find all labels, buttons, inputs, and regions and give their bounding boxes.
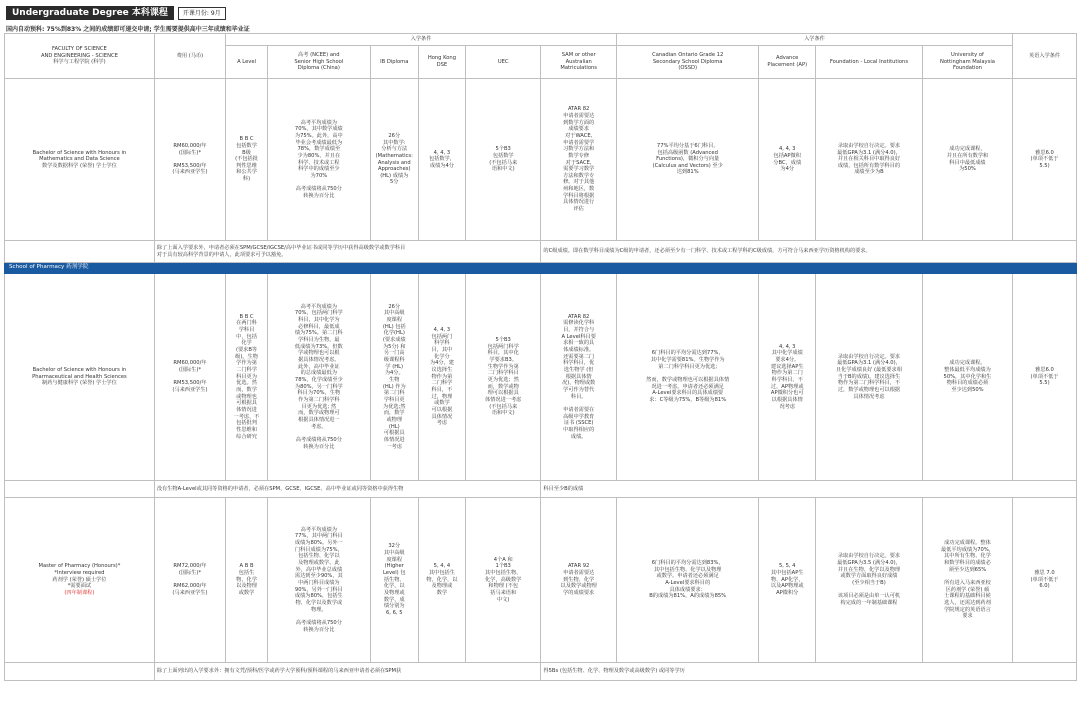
ib-cell: 32分 其中高级 度课程 (Higher Level) 包 括生物、 化学，以 及物理或 数学，成 绩分别为 6, 6, 5 [370, 498, 418, 663]
program-duration-note: (四年制课程) [64, 589, 95, 596]
ib-cell: 26分 其中高级 度课程 (HL) 包括 化学(HL) (要求成绩 为5分) 和 另一门高 级课程科 学 (HL) 为4分。 生物 (HL) 作为 第二门科 学科目更 为优选;然 而，数学 或物理 (HL) 可根据具 体情况进 一考虑 [370, 274, 418, 481]
program-name: Bachelor of Science with Honours in Pharmaceutical and Health Sciences 制药与健康科学 (荣誉) 学士学位 [5, 274, 155, 481]
ap-cell: 4, 4, 3 其中化学成绩 要求4分。 建议选择AP生 物作为第二门 科学科目，不 过，AP物理或 AP微积分也可 以根据具体情 况考虑 [759, 274, 816, 481]
fee-header: 费用 (马币) [154, 34, 225, 79]
foundation-unm-cell: 成功完成课程。整体 最低平均成绩为70%， 其中所有生物、化学 和数学科目的成绩必 须至少达到65% 所有进入马来西亚校 区药剂学 (荣誉) 硕 士课程的基础科目候 选人，还需达到药剂 学院规定的英语语言 要求 [922, 498, 1012, 663]
foundation-local-header: Foundation - Local Institutions [816, 46, 923, 79]
program-name: Bachelor of Science with Honours in Mathematics and Data Science 数学及数据科学 (荣誉) 学士学位 [5, 79, 155, 241]
extra-requirements-left: 没有生物A-Level或其同等资格的申请者，必须在SPM、GCSE、IGCSE、高中毕业证或同等资格中获得生物 [154, 481, 541, 498]
ossd-cell: 6门科目的平均分需达到83%， 其中包括生物、化学以及物理 或数学。申请者还必须满足 A-Level要求科目的 具体成绩要求： B的成绩为81%，A的成绩为85% [616, 498, 759, 663]
extra-requirements-right: 的C级成绩。即在数学科目成绩为C级的申请者，还必须至少有一门科学、技术或工程学科的C级成绩，方可符合马来西亚学历资格机构的要求。 [541, 241, 1077, 263]
foundation-local-cell: 录取由学校自行决定。要求 最低GPA为3.5 (满分4.0)， 并且在生物、化学以及物理 或数学方面取得良好成绩 (至少相当于B) 该项目必须是由单一认可机 构完成的一年制基础课程 [816, 498, 923, 663]
sam-cell: ATAR 92 申请者需要达 到生物、化学 以及数学或物理 学的成绩要求 [541, 498, 617, 663]
sam-cell: ATAR 82 申请者需要达 到数学方面的 成绩要求 对于WACE, 申请者需要学 习数学方法和 数学专修 对于SACE, 需要学习数学 方法和数学专 修。对于其他 州和地区，数 学科目将根据 具体情况进行 评估 [541, 79, 617, 241]
english-cell: 雅思 7.0 (单项不低于 6.0) [1013, 498, 1077, 663]
requirements-table [4, 33, 1077, 681]
ossd-header: Canadian Ontario Grade 12 Secondary School Diploma (OSSD) [616, 46, 759, 79]
foundation-unm-cell: 成功完成课程。 整体最低平均成绩为 50%，其中化学和生 物科目的成绩必须 至少达到50% [922, 274, 1012, 481]
extra-requirements-right: 科目至少B的成绩 [541, 481, 1077, 498]
fee-cell: RM60,000/年 (国际生)* RM53,500/年 (马来西亚学生) [154, 274, 225, 481]
sam-header: SAM or other Australian Matriculations [541, 46, 617, 79]
school-band-row [5, 263, 1077, 274]
ossd-cell: 77%平均分基于6门科目， 包括高级函数 (Advanced Functions)，微积分与向量 (Calculus and Vectors) 至少 达到81% [616, 79, 759, 241]
program-name-cell [5, 498, 155, 663]
uec-cell: 4个A 和 1个B3 其中包括生物、 化学，高级数学 和物理 (不包 括马来语和 中文) [465, 498, 540, 663]
extra-requirements-left: 除了上面列出的入学要求外：拥有文凭/预科/医学或药学大学预科/预科课程的马来西亚申请者必须在SPM获 [154, 663, 541, 681]
english-header: 英语入学条件 [1013, 34, 1077, 79]
hkdse-cell: 4, 4, 3 包括数学， 成绩为4分 [418, 79, 465, 241]
english-cell: 雅思6.0 (单项不低于 5.5) [1013, 79, 1077, 241]
ossd-cell: 6门科目的平均分需达到77%， 其中化学需要81%。生物学作为 第二门科学科目更为优选; 然而，数学或物理也可以根据具体情 况进一考虑。申请者还必须满足 A-Level要求科目的具体成绩要 求：C等级为75%，B等级为81% [616, 274, 759, 481]
program-row-pharma-health [5, 274, 1077, 481]
intake-label: 开课月份: 9月 [178, 7, 226, 20]
alevel-cell: B B C 在两门科 学科目 中，包括 化学 (要求B等 级)。生物 学作为第 二门科学 科目更为 优选。然 而，数学 或物理也 可根据具 体情况进 一考虑，不 包括批判 性思维和 综合研究 [226, 274, 268, 481]
ncee-cell: 高考平均成绩为 70%，包括两门科学 科目，其中化学为 必修科目，最低成 绩为75%。第二门科 学科目为生物，最 低成绩为73%。但数 学或物理也可以根 据具体情况考虑。 此外，高中毕业证 的总成绩最低为 78%，化学成绩至少 为80%，另一门科学 科目为70%，生物 作为第二门科学科 目更为优选; 然 而，数学或物理可 根据具体情况进一 考虑。 高考成绩将从750分 转换为百分比 [267, 274, 370, 481]
auto-foundation-note: 国内自动预科: 75%到83% 之间的成绩即可递交申请; 学生需要提供高中三年成绩和毕业证 [6, 26, 250, 33]
ap-cell: 5, 5, 4 其中包括AP生 物、AP化学， 以及AP物理或 AP微积分 [759, 498, 816, 663]
faculty-header: FACULTY OF SCIENCE AND ENGINEERING - SCIENCE 科学与工程学院 (科学) [5, 34, 155, 79]
extra-requirements-right: 得5Bs (包括生物、化学、物理及数学或高级数学) 或同等学历 [541, 663, 1077, 681]
english-cell: 雅思6.0 (单项不低于 5.5) [1013, 274, 1077, 481]
entry-requirements-header-1: 入学条件 [226, 34, 617, 46]
hkdse-header: Hong Kong DSE [418, 46, 465, 79]
ncee-cell: 高考平均成绩为 70%，其中数学成绩 为75%。此外，高中 毕业会考成绩最低为 78%，数学成绩至 少为80%，并且在 科学、技术或工程 科学中的成绩至少 为70% 高考成绩将从750分 转换为百分比 [267, 79, 370, 241]
fee-cell: RM72,000/年 (国际生)* RM62,000/年 (马来西亚学生) [154, 498, 225, 663]
ncee-cell: 高考平均成绩为 77%，其中两门科目 成绩为80%。另外一 门科目成绩为75%， 包括生物、化学以 及物理或数学。此 外，高中毕业总成绩 需达到至少90%，其 中两门科目成绩为 90%，另外一门科目 成绩为80%，包括生 物、化学以及数学或 物理。 高考成绩将从750分 转换为百分比 [267, 498, 370, 663]
ib-header: IB Diploma [370, 46, 418, 79]
page-title: Undergraduate Degree 本科课程 [6, 6, 174, 20]
alevel-header: A Level [226, 46, 268, 79]
fee-cell: RM60,000/年 (国际生)* RM53,500/年 (马来西亚学生) [154, 79, 225, 241]
program-name: Master of Pharmacy (Honours)* *Interview required 药剂学 (荣誉) 硕士学位 *需要面试 [38, 563, 121, 590]
alevel-cell: A B B 包括生 物、化学 以及物理 或数学 [226, 498, 268, 663]
extra-requirements-left: 除了上面入学要求外，申请者必须在SPM/GCSE/IGCSE/高中毕业证书或同等学历中获得高级数学或数学科目 对于具有较高科学背景的申请人，此项要求可予以豁免。 [154, 241, 541, 263]
header [6, 6, 226, 20]
uec-header: UEC [465, 46, 540, 79]
school-of-pharmacy-band: School of Pharmacy 药剂学院 [5, 263, 1077, 274]
alevel-cell: B B C 包括数学 B级 (不包括批 判性思维 和公共学 科) [226, 79, 268, 241]
extra-requirements-row [5, 481, 1077, 498]
uec-cell: 5个B3 包括两门科学 科目，其中化 学要求B3。 生物学作为第 二门科学科目 更为优选；然 而，数学或物 理可以根据具 体情况进一考虑 (不包括马来 语和中文) [465, 274, 540, 481]
hkdse-cell: 5, 4, 4 其中包括生 物、化学，以 及物理或 数学 [418, 498, 465, 663]
hkdse-cell: 4, 4, 3 包括两门 科学科 目，其中 化学分 为4分，建 议选择生 物作为第 二门科学 科目，不 过，物理 或数学 可以根据 具体情况 考虑 [418, 274, 465, 481]
ncee-header: 高考 (NCEE) and Senior High School Diploma (China) [267, 46, 370, 79]
entry-requirements-header-2: 入学条件 [616, 34, 1012, 46]
program-row-mpharm [5, 498, 1077, 663]
ap-header: Advance Placement (AP) [759, 46, 816, 79]
uec-cell: 5个B3 包括数学 (不包括马来 语和中文) [465, 79, 540, 241]
program-row-math [5, 79, 1077, 241]
foundation-local-cell: 录取由学校自行决定。要求 最低GPA为3.1 (满分4.0)， 且化学成绩良好 (最低要求相 当于B的成绩)。建议选择生 物作为第二门科学科目，不 过，数学或物理也可以根据 具体情况考虑 [816, 274, 923, 481]
sam-cell: ATAR 82 需修读化学科 目，并符合与 A Level科目要 求相一致的具 体成绩标准。 还需要第二门 科学科目，优 选生物学 (但 根据具体情 况)，物理或数 学可作为替代 科目。 申请者需要在 高级中学教育 证书 (SSCE) 中取得相应的 成绩。 [541, 274, 617, 481]
foundation-unm-header: University of Nottingham Malaysia Foundation [922, 46, 1012, 79]
extra-requirements-row [5, 241, 1077, 263]
ib-cell: 26分 其中数学: 分析与方法 (Mathematics: Analysis and Approaches) (HL) 成绩为 5分 [370, 79, 418, 241]
ap-cell: 4, 4, 3 包括AP微积 分BC，成绩 为4分 [759, 79, 816, 241]
foundation-unm-cell: 成功完成课程， 并且在所有数学和 科目中最低成绩 为50% [922, 79, 1012, 241]
extra-requirements-row [5, 663, 1077, 681]
foundation-local-cell: 录取由学校自行决定。要求 最低GPA为3.1 (满分4.0)， 并且在相关科目中取得良好 成绩，包括所有数学科目的 成绩至少为B [816, 79, 923, 241]
